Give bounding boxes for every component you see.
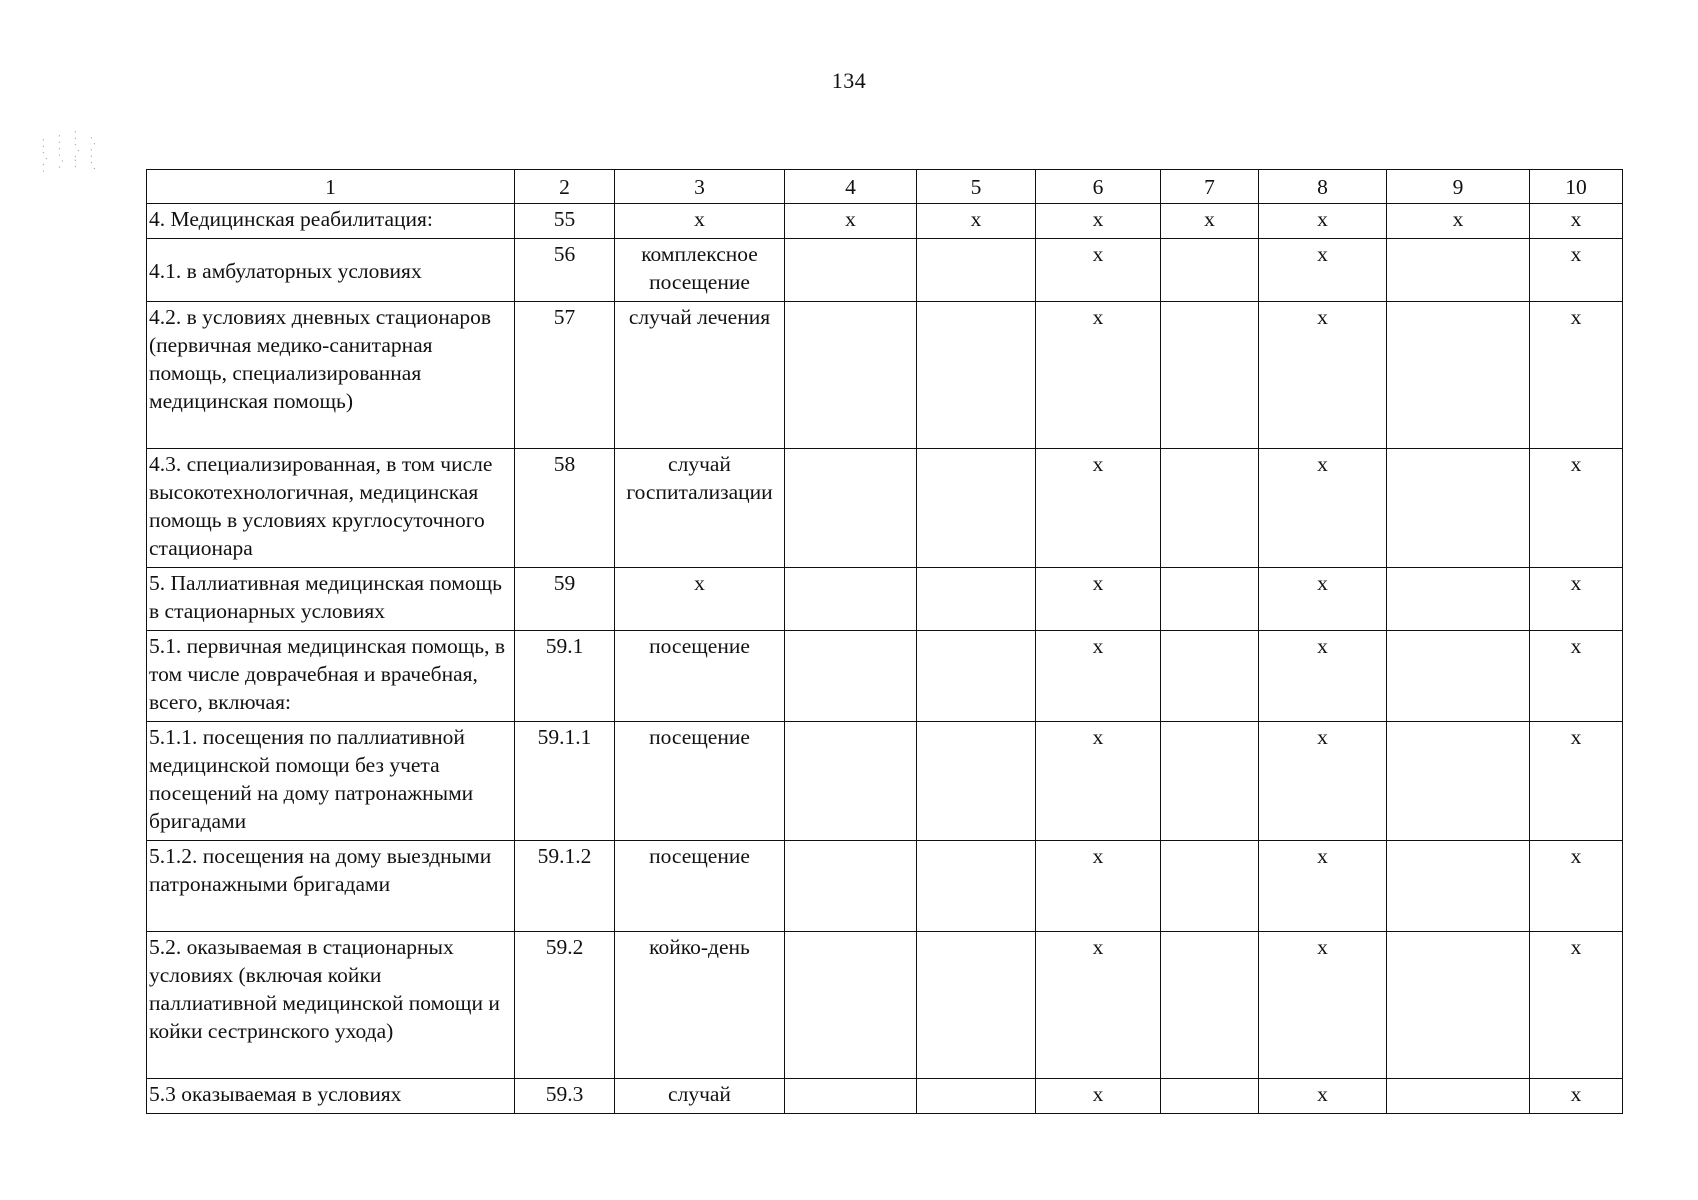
table-row [147,204,1623,239]
cell-col5: х [917,204,1036,239]
cell-col4 [785,302,917,449]
cell-col7 [1161,239,1259,302]
header-cell: 7 [1161,170,1259,204]
cell-col6: х [1036,449,1161,568]
header-row [147,170,1623,204]
row-unit: х [615,568,785,631]
header-cell: 1 [147,170,515,204]
cell-col9 [1387,239,1530,302]
cell-col7 [1161,841,1259,932]
cell-col4 [785,631,917,722]
row-name: 4.3. специализированная, в том числе высокотехнологичная, медицинская помощь в условиях круглосуточного стационара [147,449,515,568]
cell-col7 [1161,1079,1259,1114]
data-table [146,169,1623,1114]
cell-col10: х [1530,932,1623,1079]
row-unit: посещение [615,841,785,932]
cell-col5 [917,302,1036,449]
row-name: 4.2. в условиях дневных стационаров (первичная медико-санитарная помощь, специализированная медицинская помощь) [147,302,515,449]
table-row [147,239,1623,302]
cell-col7 [1161,302,1259,449]
row-unit: комплексное посещение [615,239,785,302]
cell-col9 [1387,1079,1530,1114]
row-name: 5.1.2. посещения на дому выездными патронажными бригадами [147,841,515,932]
cell-col8: х [1259,449,1387,568]
cell-col4 [785,722,917,841]
cell-col6: х [1036,568,1161,631]
row-name: 5.1. первичная медицинская помощь, в том числе доврачебная и врачебная, всего, включая: [147,631,515,722]
row-name: 4.1. в амбулаторных условиях [147,239,515,302]
cell-col8: х [1259,722,1387,841]
row-code: 59.1 [515,631,615,722]
header-cell: 3 [615,170,785,204]
cell-col4 [785,239,917,302]
header-cell: 9 [1387,170,1530,204]
table-row [147,722,1623,841]
margin-stamp: · · . · · · · . · · · · · ·· . · · · . · · · . · [38,130,98,173]
cell-col5 [917,568,1036,631]
row-unit: случай лечения [615,302,785,449]
cell-col4 [785,932,917,1079]
cell-col10: х [1530,302,1623,449]
cell-col5 [917,932,1036,1079]
cell-col9: х [1387,204,1530,239]
row-unit: х [615,204,785,239]
cell-col7 [1161,568,1259,631]
page-number: 134 [831,68,867,93]
cell-col9 [1387,449,1530,568]
cell-col8: х [1259,302,1387,449]
cell-col4 [785,1079,917,1114]
cell-col10: х [1530,449,1623,568]
cell-col6: х [1036,239,1161,302]
row-name: 5.3 оказываемая в условиях [147,1079,515,1114]
cell-col8: х [1259,1079,1387,1114]
cell-col9 [1387,722,1530,841]
cell-col8: х [1259,568,1387,631]
table-row [147,1079,1623,1114]
cell-col6: х [1036,841,1161,932]
cell-col10: х [1530,239,1623,302]
cell-col7 [1161,631,1259,722]
table-row [147,631,1623,722]
cell-col5 [917,449,1036,568]
cell-col4 [785,449,917,568]
header-cell: 10 [1530,170,1623,204]
cell-col10: х [1530,568,1623,631]
table-row [147,449,1623,568]
table-row [147,932,1623,1079]
cell-col6: х [1036,204,1161,239]
cell-col7 [1161,449,1259,568]
header-cell: 6 [1036,170,1161,204]
row-unit: случай [615,1079,785,1114]
row-code: 59.2 [515,932,615,1079]
row-name: 5.1.1. посещения по паллиативной медицинской помощи без учета посещений на дому патронажными бригадами [147,722,515,841]
header-cell: 8 [1259,170,1387,204]
cell-col9 [1387,302,1530,449]
row-code: 59.3 [515,1079,615,1114]
cell-col5 [917,722,1036,841]
cell-col10: х [1530,841,1623,932]
cell-col8: х [1259,631,1387,722]
row-code: 59.1.1 [515,722,615,841]
header-cell: 4 [785,170,917,204]
row-unit: посещение [615,631,785,722]
row-code: 59.1.2 [515,841,615,932]
cell-col6: х [1036,302,1161,449]
row-unit: койко-день [615,932,785,1079]
table-row [147,302,1623,449]
cell-col5 [917,1079,1036,1114]
cell-col8: х [1259,239,1387,302]
cell-col7: х [1161,204,1259,239]
cell-col9 [1387,568,1530,631]
cell-col9 [1387,631,1530,722]
row-name: 5. Паллиативная медицинская помощь в стационарных условиях [147,568,515,631]
row-unit: случай госпитализации [615,449,785,568]
row-code: 56 [515,239,615,302]
row-unit: посещение [615,722,785,841]
cell-col6: х [1036,1079,1161,1114]
cell-col10: х [1530,722,1623,841]
cell-col7 [1161,722,1259,841]
table-row [147,841,1623,932]
row-name: 4. Медицинская реабилитация: [147,204,515,239]
cell-col8: х [1259,932,1387,1079]
row-code: 59 [515,568,615,631]
row-name: 5.2. оказываемая в стационарных условиях (включая койки паллиативной медицинской помощи и койки сестринского ухода) [147,932,515,1079]
cell-col4 [785,568,917,631]
cell-col6: х [1036,631,1161,722]
cell-col10: х [1530,204,1623,239]
table-row [147,568,1623,631]
cell-col10: х [1530,631,1623,722]
header-cell: 5 [917,170,1036,204]
row-code: 58 [515,449,615,568]
cell-col8: х [1259,841,1387,932]
header-cell: 2 [515,170,615,204]
cell-col8: х [1259,204,1387,239]
cell-col5 [917,631,1036,722]
cell-col4: х [785,204,917,239]
row-code: 57 [515,302,615,449]
cell-col6: х [1036,722,1161,841]
cell-col4 [785,841,917,932]
cell-col9 [1387,932,1530,1079]
row-code: 55 [515,204,615,239]
cell-col10: х [1530,1079,1623,1114]
cell-col6: х [1036,932,1161,1079]
cell-col9 [1387,841,1530,932]
cell-col5 [917,239,1036,302]
cell-col5 [917,841,1036,932]
cell-col7 [1161,932,1259,1079]
